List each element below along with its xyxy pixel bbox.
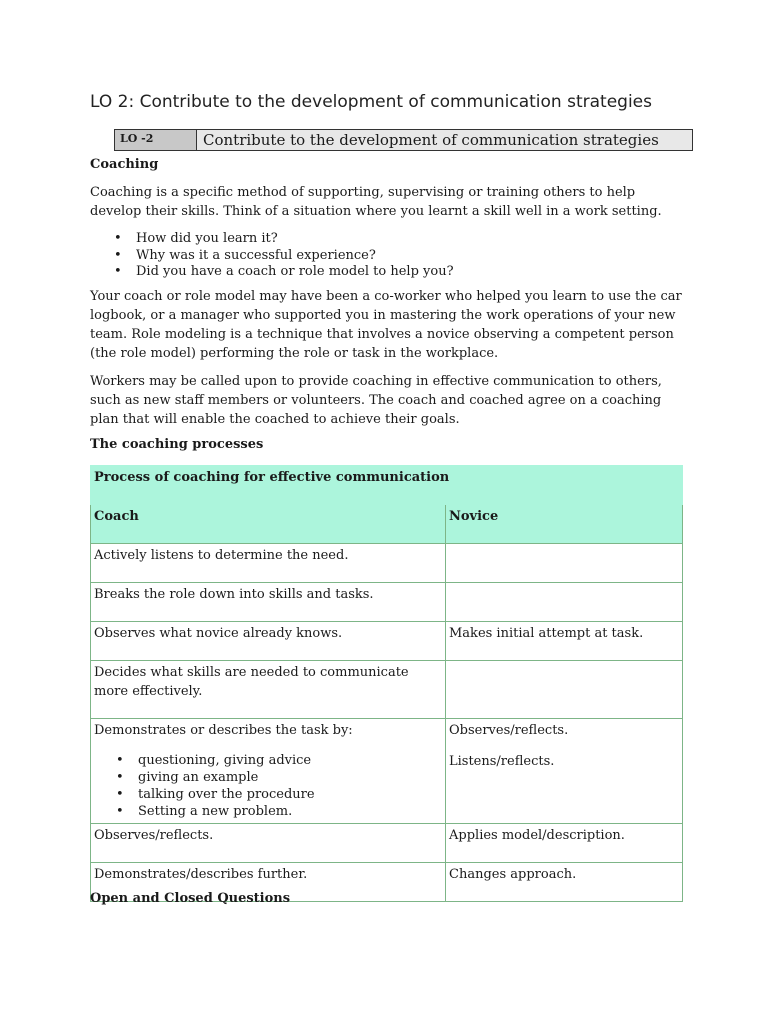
coach-cell: Breaks the role down into skills and tasks. — [91, 583, 446, 622]
novice-cell: Makes initial attempt at task. — [446, 622, 683, 661]
role-model-paragraph: Your coach or role model may have been a co-worker who helped you learn to use the car logbook, or a manager who supported you in mastering the work operations of your new team. Role modeling is a technique that involves a novice observing a competent person (the role model) performing the role or task in the workplace. — [90, 289, 682, 361]
novice-cell — [446, 719, 683, 824]
processes-heading: The coaching processes — [90, 437, 264, 452]
coaching-heading: Coaching — [90, 157, 159, 172]
coach-cell: Decides what skills are needed to communicate more effectively. — [91, 661, 446, 719]
technique-list — [94, 752, 442, 820]
coaching-plan-paragraph: Workers may be called upon to provide coaching in effective communication to others, such as new staff members or volunteers. The coach and coached agree on a coaching plan that will enable the coached to achieve their goals. — [90, 374, 662, 427]
list-item: • Did you have a coach or role model to help you? — [90, 264, 454, 281]
page-title: LO 2: Contribute to the development of communication strategies — [90, 92, 652, 112]
novice-cell — [446, 583, 683, 622]
table-row — [91, 583, 683, 622]
novice-cell — [446, 661, 683, 719]
coach-cell: Demonstrates/describes further. — [91, 863, 446, 902]
table-row — [91, 622, 683, 661]
list-item: • Why was it a successful experience? — [90, 248, 454, 265]
column-header-coach: Coach — [91, 505, 446, 544]
lo-banner-text: Contribute to the development of communication strategies — [197, 130, 692, 150]
coach-cell: Observes/reflects. — [91, 824, 446, 863]
coaching-process-table — [90, 465, 683, 902]
table-title: Process of coaching for effective communication — [91, 466, 683, 505]
coaching-intro: Coaching is a specific method of supporting, supervising or training others to help develop their skills. Think of a situation where you learnt a skill well in a work setting. — [90, 185, 662, 219]
novice-cell: Applies model/description. — [446, 824, 683, 863]
lo-code: LO -2 — [115, 130, 197, 150]
coach-cell: Actively listens to determine the need. — [91, 544, 446, 583]
table-row — [91, 824, 683, 863]
table-row — [91, 544, 683, 583]
coach-cell-text: Demonstrates or describes the task by: — [94, 723, 353, 738]
coach-cell: Observes what novice already knows. — [91, 622, 446, 661]
list-item: • How did you learn it? — [90, 231, 454, 248]
list-item: • Setting a new problem. — [94, 803, 442, 820]
table-row — [91, 661, 683, 719]
novice-cell-text: Observes/reflects. — [449, 723, 569, 738]
coach-cell — [91, 719, 446, 824]
novice-cell-text-2: Listens/reflects. — [449, 754, 555, 769]
list-item: • talking over the procedure — [94, 786, 442, 803]
lo-banner — [114, 129, 693, 151]
list-item: • giving an example — [94, 769, 442, 786]
table-row — [91, 719, 683, 824]
novice-cell: Changes approach. — [446, 863, 683, 902]
novice-cell — [446, 544, 683, 583]
question-list — [90, 231, 454, 281]
column-header-novice: Novice — [446, 505, 683, 544]
open-closed-questions-heading: Open and Closed Questions — [90, 891, 291, 906]
list-item: • questioning, giving advice — [94, 752, 442, 769]
